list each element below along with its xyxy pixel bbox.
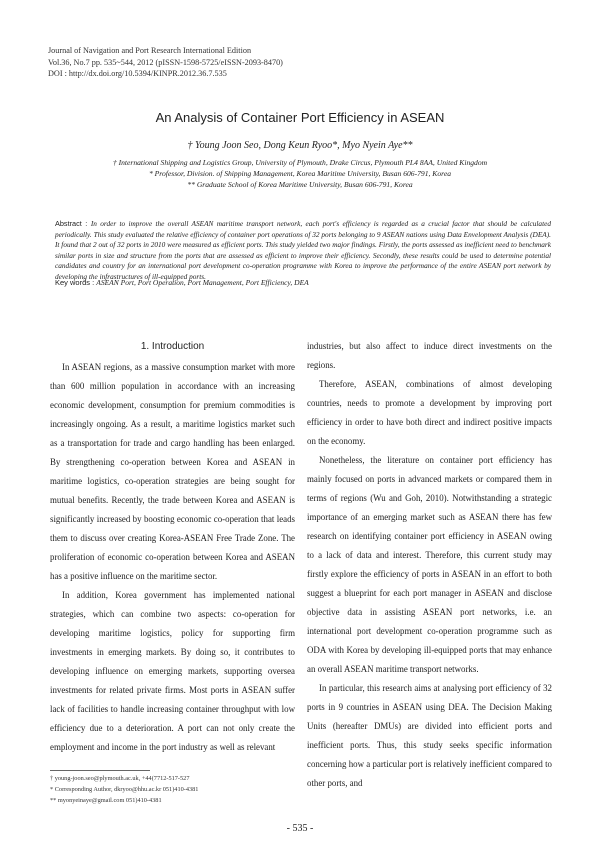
keywords-label: Key words : [55,278,97,287]
right-column [307,337,552,793]
body-paragraph: In addition, Korea government has implemented national strategies, which can combine two aspects: co-operation for developing maritime logistics, policy for supporting firm investments in emerging markets. By doing so, it contributes to developing influence on emerging markets, supporting oversea investments for related private firms. Most ports in ASEAN suffer lack of facilities to handle increasing container throughput with low efficiency due to a deterioration. A port can not only create the employment and income in the port industry as well as relevant [50,590,295,752]
page-number: - 535 - [286,823,314,834]
affiliation-2: * Professor, Division. of Shipping Management, Korea Maritime University, Busan 606-791, Korea [148,169,452,179]
doi-link[interactable]: DOI : http://dx.doi.org/10.5394/KINPR.2012.36.7.535 [48,69,227,78]
body-paragraph: In ASEAN regions, as a massive consumption market with more than 600 million population in accordance with an increasing economic development, consumption for premium commodities is increasingly ongoing. As a result, a maritime logistics market such as a transportation for trade and cargo handling has been enlarged. By strengthening co-operation between Korea and ASEAN in maritime logistics, co-operation strategies are being sought for mutual benefits. Recently, the trade between Korea and ASEAN is significantly increased by boosting economic co-operation that leads them to discuss over creating Korea-ASEAN Free Trade Zone. The proliferation of economic co-operation between Korea and ASEAN has a positive influence on the maritime sector. [50,362,295,581]
volume-info: Vol.36, No.7 pp. 535~544, 2012 (pISSN-1598-5725/eISSN-2093-8470) [48,57,283,67]
affiliation-3: ** Graduate School of Korea Maritime University, Busan 606-791, Korea [187,180,413,190]
abstract [55,219,551,282]
footnote-1: † young-joon.seo@plymouth.ac.uk, +44(7712-517-527 [50,775,190,782]
body-paragraph: Therefore, ASEAN, combinations of almost developing countries, needs to promote a development by improving port efficiency in order to have both direct and indirect positive impacts on the economy. [307,379,552,446]
footnotes [50,773,198,806]
keywords-text: ASEAN Port, Port Operation, Port Management, Port Efficiency, DEA [96,278,309,287]
footnote-3: ** myonyeinaye@gmail.com 051)410-4381 [50,797,162,804]
paper-title: An Analysis of Container Port Efficiency in ASEAN [155,110,445,125]
journal-name: Journal of Navigation and Port Research International Edition [48,46,252,55]
affiliations [0,157,600,191]
body-paragraph: In particular, this research aims at analysing port efficiency of 32 ports in 9 countries in ASEAN using DEA. The Decision Making Units (hereafter DMUs) are divided into efficient ports and inefficient ports. Thus, this study seeks specific information concerning how a particular port is relatively inefficient compared to other ports, and [307,683,552,788]
abstract-text: In order to improve the overall ASEAN maritime transport network, each port's efficiency is regarded as a crucial factor that should be calculated periodically. This study evaluated the relative efficiency of container port operations of 32 ports belonging to 9 ASEAN nations using Data Envelopment Analysis (DEA). It found that 2 out of 32 ports in 2010 were measured as efficient ports. This study yielded two major findings. Firstly, the ports assessed as inefficient need to benchmark similar ports in size and structure from the ports that are assessed as efficient to improve their efficiency. Secondly, these results could be used to determine potential candidates and country for an international port development co-operation programme with Korea to improve the performance of the entire ASEAN port network by developing the infrastructures of ill-equipped ports. [55,219,551,281]
journal-header [48,45,283,80]
keywords [55,278,309,287]
footnote-divider [50,770,150,771]
footnote-2: * Corresponding Author, dkryoo@hhu.ac.kr 051)410-4381 [50,786,199,793]
affiliation-1: † International Shipping and Logistics Group, University of Plymouth, Drake Circus, Plymouth PL4 8AA, United Kingdom [112,158,488,167]
body-paragraph: Nonetheless, the literature on container port efficiency has mainly focused on ports in advanced markets or compared them in terms of regions (Wu and Goh, 2010). Notwithstanding a strategic importance of an emerging market such as ASEAN there has few research on identifying container port efficiency in ASEAN owing to a lack of data and interest. Therefore, this current study may firstly explore the efficiency of ports in ASEAN in an effort to both suggest a blueprint for each port manager in ASEAN and disclose objective data in assisting ASEAN port networks, i.e. an international port development co-operation programme such as ODA with Korea by developing ill-equipped ports that may enhance an overall ASEAN maritime transport networks. [307,455,552,674]
section-heading: 1. Introduction [140,341,205,352]
abstract-label: Abstract : [55,219,91,228]
author-list: † Young Joon Seo, Dong Keun Ryoo*, Myo Nyein Aye** [187,140,413,151]
body-paragraph-continued: industries, but also affect to induce direct investments on the regions. [307,341,552,370]
left-column [50,358,295,757]
